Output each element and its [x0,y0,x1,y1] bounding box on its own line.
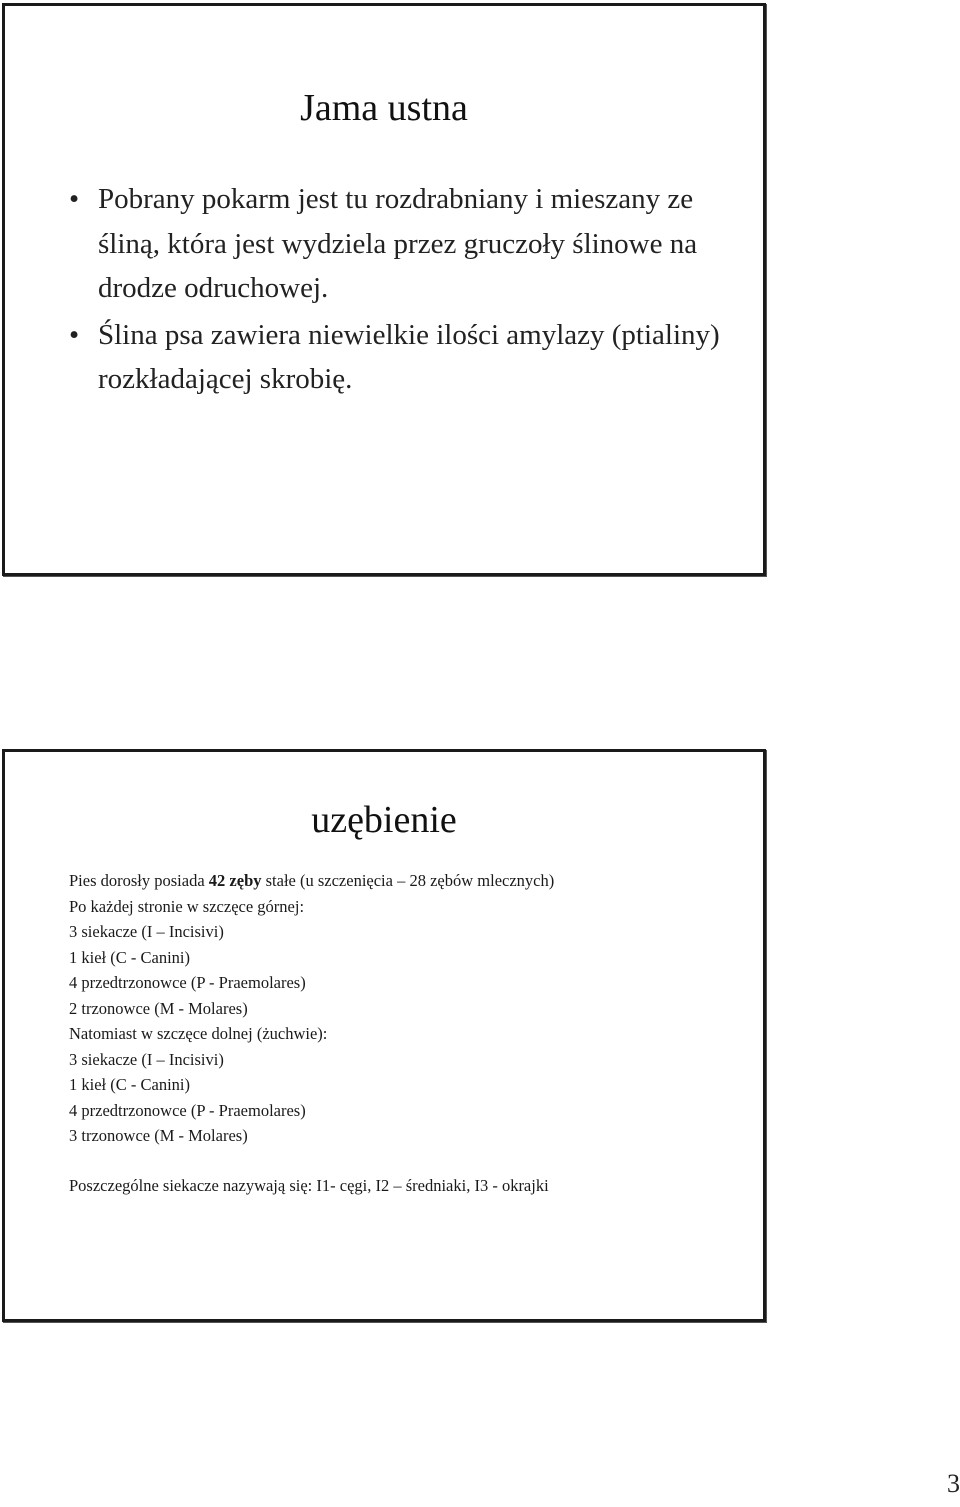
slide-title: uzębienie [311,799,457,841]
intro-text-after: stałe (u szczenięcia – 28 zębów mlecznych) [261,871,555,890]
intro-line [69,868,759,894]
text-line: 3 trzonowce (M - Molares) [69,1126,248,1145]
text-line: 3 siekacze (I – Incisivi) [69,922,224,941]
footer-line: Poszczególne siekacze nazywają się: I1- cęgi, I2 – średniaki, I3 - okrajki [69,1175,549,1195]
page-number: 3 [947,1469,960,1498]
text-line: 1 kieł (C - Canini) [69,1075,190,1094]
text-line: Natomiast w szczęce dolnej (żuchwie): [69,1024,328,1043]
text-line: 4 przedtrzonowce (P - Praemolares) [69,1100,306,1120]
slide-title: Jama ustna [300,87,468,129]
text-line: Po każdej stronie w szczęce górnej: [69,896,305,916]
intro-text-before: Pies dorosły posiada [69,871,209,890]
slide-jama-ustna [2,3,766,576]
bullet-text: Pobrany pokarm jest tu rozdrabniany i mieszany ze śliną, która jest wydziela przez gruczoły ślinowe na drodze odruchowej. [98,183,698,304]
slide-uzebienie [2,749,766,1322]
text-line: 1 kieł (C - Canini) [69,947,190,967]
slide-body [69,868,759,1198]
text-line: 4 przedtrzonowce (P - Praemolares) [69,973,306,992]
bullet-icon: • [69,318,80,351]
bullet-item [67,313,727,402]
bullet-icon: • [69,183,80,215]
bullet-item [67,177,727,311]
text-line: 2 trzonowce (M - Molares) [69,998,248,1018]
text-line: 3 siekacze (I – Incisivi) [69,1049,224,1069]
bullet-list [67,177,727,402]
intro-text-bold: 42 zęby [208,871,262,890]
bullet-text: Ślina psa zawiera niewielkie ilości amylazy (ptialiny) rozkładającej skrobię. [98,318,720,395]
